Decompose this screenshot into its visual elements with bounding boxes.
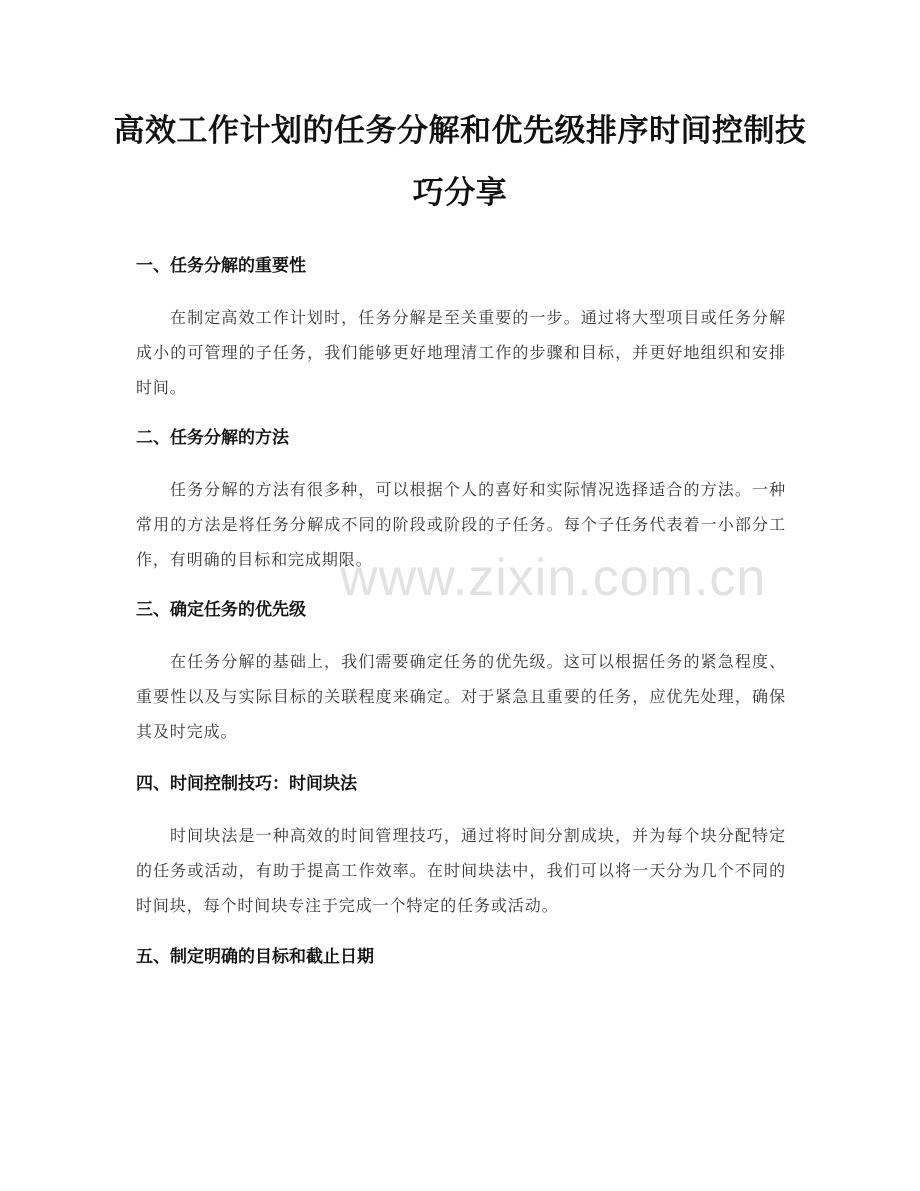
section-paragraph-3: 在任务分解的基础上，我们需要确定任务的优先级。这可以根据任务的紧急程度、重要性以及与实际目标的关联程度来确定。对于紧急且重要的任务，应优先处理，确保其及时完成。 (136, 652, 786, 741)
section-paragraph-1: 在制定高效工作计划时，任务分解是至关重要的一步。通过将大型项目或任务分解成小的可管理的子任务，我们能够更好地理清工作的步骤和目标，并更好地组织和安排时间。 (136, 308, 786, 397)
section-paragraph-4: 时间块法是一种高效的时间管理技巧，通过将时间分割成块，并为每个块分配特定的任务或活动，有助于提高工作效率。在时间块法中，我们可以将一天分为几个不同的时间块，每个时间块专注于完成一个特定的任务或活动。 (136, 826, 786, 915)
section-heading-3: 三、确定任务的优先级 (136, 600, 306, 620)
document-title: 高效工作计划的任务分解和优先级排序时间控制技巧分享 (113, 113, 807, 211)
section-heading-5: 五、制定明确的目标和截止日期 (136, 947, 374, 967)
watermark: www.zixin.com.cn (340, 549, 767, 607)
section-paragraph-2: 任务分解的方法有很多种，可以根据个人的喜好和实际情况选择适合的方法。一种常用的方法是将任务分解成不同的阶段或阶段的子任务。每个子任务代表着一小部分工作，有明确的目标和完成期限。 (136, 480, 786, 569)
section-heading-4: 四、时间控制技巧：时间块法 (136, 774, 357, 794)
section-heading-1: 一、任务分解的重要性 (136, 256, 306, 276)
section-heading-2: 二、任务分解的方法 (136, 428, 289, 448)
